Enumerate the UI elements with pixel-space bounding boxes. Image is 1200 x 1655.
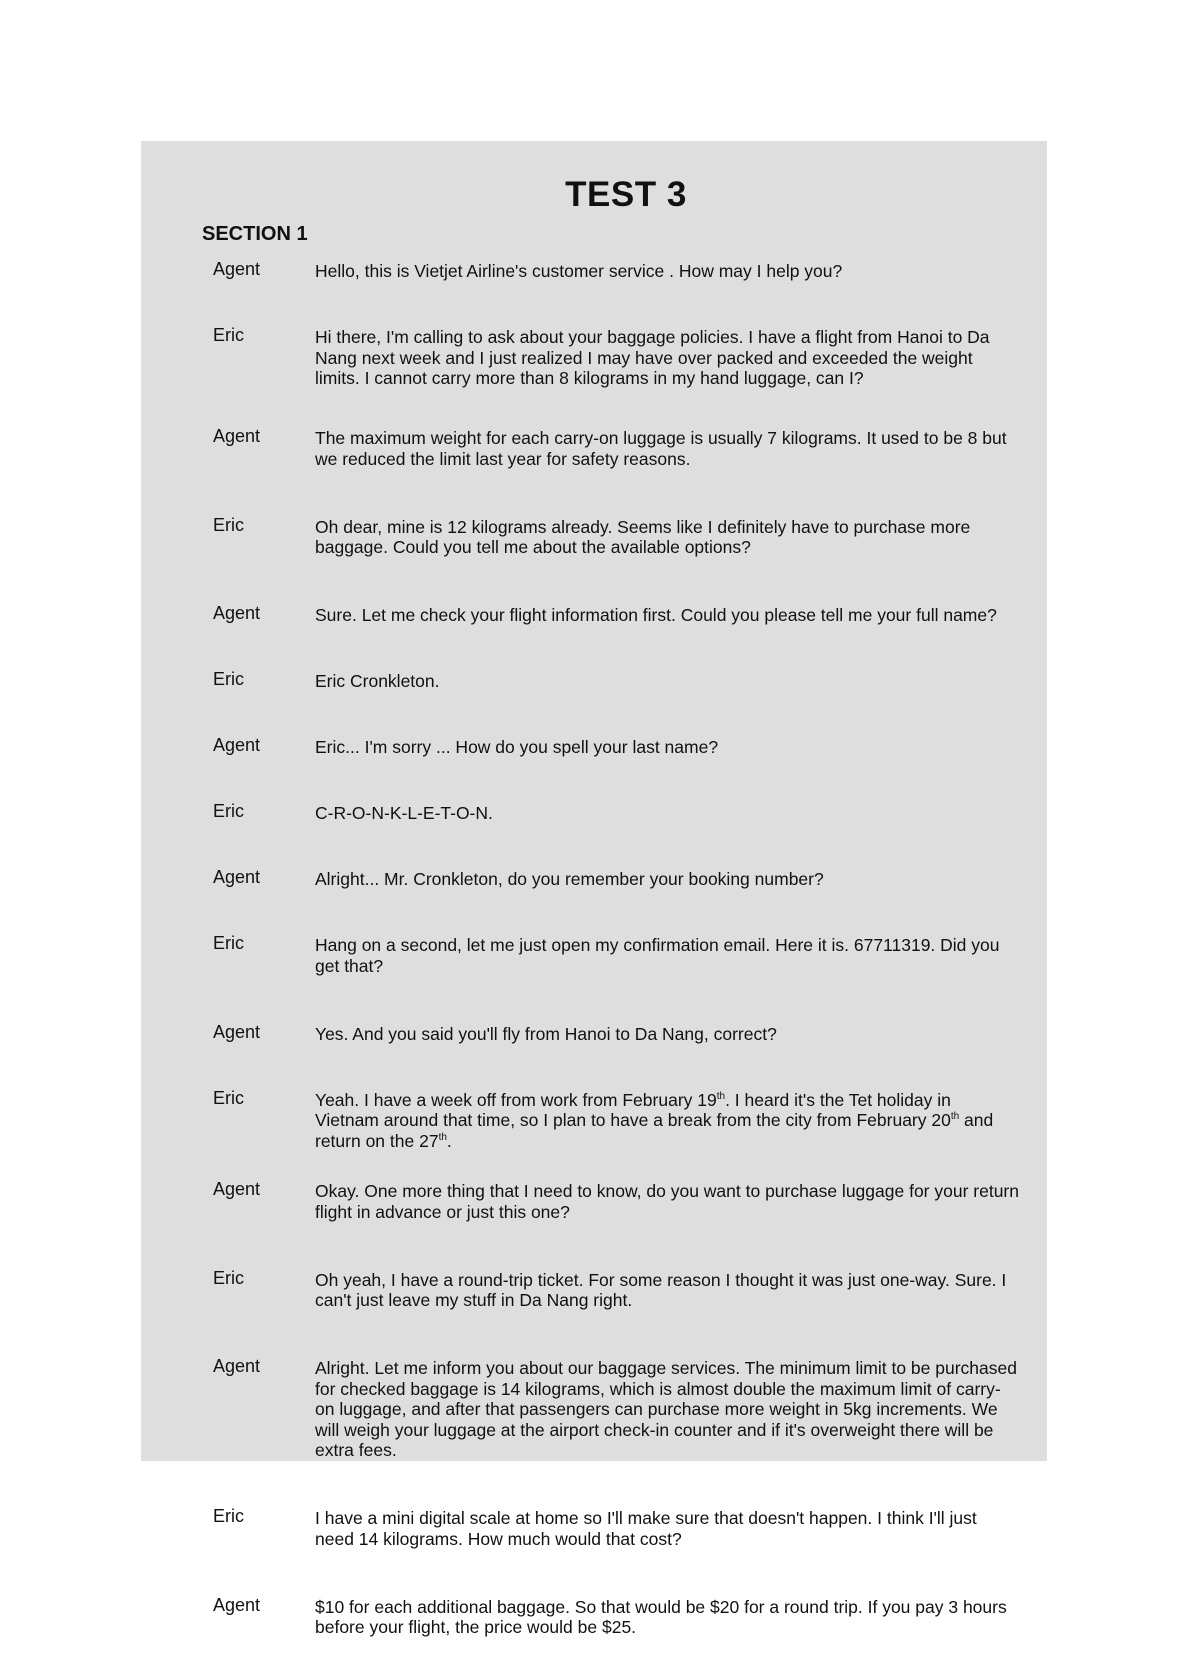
document-page: [141, 141, 1047, 1461]
speaker-label: Agent: [213, 1022, 315, 1042]
dialogue-transcript: [213, 259, 1019, 1655]
dialogue-turn: [213, 1595, 1019, 1655]
speaker-label: Agent: [213, 426, 315, 446]
speaker-label: Eric: [213, 801, 315, 821]
line-text: and return on the 27: [315, 1110, 993, 1151]
dialogue-line: I have a mini digital scale at home so I'll make sure that doesn't happen. I think I'll just need 14 kilograms. How much would that cost?: [315, 1508, 1019, 1549]
dialogue-turn: [213, 426, 1019, 487]
dialogue-line: Hang on a second, let me just open my confirmation email. Here it is. 67711319. Did you get that?: [315, 935, 1019, 976]
dialogue-turn: [213, 867, 1019, 907]
dialogue-turn: [213, 933, 1019, 994]
line-text: Yeah. I have a week off from work from February 19: [315, 1090, 717, 1110]
dialogue-turn: [213, 1356, 1019, 1478]
dialogue-line: [315, 1090, 1019, 1152]
section-heading: SECTION 1: [202, 223, 308, 246]
speaker-label: Eric: [213, 933, 315, 953]
dialogue-turn: [213, 801, 1019, 841]
speaker-label: Eric: [213, 515, 315, 535]
dialogue-turn: [213, 603, 1019, 643]
line-text: .: [447, 1131, 452, 1151]
speaker-label: Eric: [213, 669, 315, 689]
dialogue-turn: [213, 1022, 1019, 1062]
dialogue-line: Oh dear, mine is 12 kilograms already. Seems like I definitely have to purchase more baggage. Could you tell me about the available options?: [315, 517, 1019, 558]
dialogue-turn: [213, 259, 1019, 299]
dialogue-line: $10 for each additional baggage. So that would be $20 for a round trip. If you pay 3 hours before your flight, the price would be $25.: [315, 1597, 1019, 1638]
ordinal-suffix: th: [717, 1091, 725, 1102]
dialogue-turn: [213, 515, 1019, 576]
page-title: TEST 3: [141, 175, 1047, 215]
speaker-label: Agent: [213, 1595, 315, 1615]
dialogue-line: Okay. One more thing that I need to know, do you want to purchase luggage for your return flight in advance or just this one?: [315, 1181, 1019, 1222]
dialogue-line: Alright. Let me inform you about our baggage services. The minimum limit to be purchased for checked baggage is 14 kilograms, which is almost double the maximum limit of carry-on luggage, and after that passengers can purchase more weight in 5kg increments. We will weigh your luggage at the airport check-in counter and if it's overweight there will be extra fees.: [315, 1358, 1019, 1461]
dialogue-line: Sure. Let me check your flight information first. Could you please tell me your full name?: [315, 605, 1019, 626]
speaker-label: Agent: [213, 735, 315, 755]
dialogue-line: The maximum weight for each carry-on luggage is usually 7 kilograms. It used to be 8 but we reduced the limit last year for safety reasons.: [315, 428, 1019, 469]
dialogue-turn: [213, 325, 1019, 406]
dialogue-turn: [213, 669, 1019, 709]
speaker-label: Eric: [213, 1088, 315, 1108]
dialogue-line: Eric Cronkleton.: [315, 671, 1019, 692]
speaker-label: Agent: [213, 1356, 315, 1376]
speaker-label: Agent: [213, 603, 315, 623]
speaker-label: Agent: [213, 259, 315, 279]
ordinal-suffix: th: [951, 1111, 959, 1122]
speaker-label: Eric: [213, 1506, 315, 1526]
dialogue-line: C-R-O-N-K-L-E-T-O-N.: [315, 803, 1019, 824]
dialogue-line: Hi there, I'm calling to ask about your baggage policies. I have a flight from Hanoi to Da Nang next week and I just realized I may have over packed and exceeded the weight limits. I cannot carry more than 8 kilograms in my hand luggage, can I?: [315, 327, 1019, 389]
dialogue-turn: [213, 1268, 1019, 1329]
dialogue-line: Alright... Mr. Cronkleton, do you remember your booking number?: [315, 869, 1019, 890]
speaker-label: Eric: [213, 1268, 315, 1288]
dialogue-line: Yes. And you said you'll fly from Hanoi to Da Nang, correct?: [315, 1024, 1019, 1045]
speaker-label: Agent: [213, 1179, 315, 1199]
dialogue-turn: [213, 1088, 1019, 1152]
dialogue-line: Oh yeah, I have a round-trip ticket. For some reason I thought it was just one-way. Sure. I can't just leave my stuff in Da Nang right.: [315, 1270, 1019, 1311]
dialogue-line: Eric... I'm sorry ... How do you spell your last name?: [315, 737, 1019, 758]
speaker-label: Agent: [213, 867, 315, 887]
line-text: . I heard it's the Tet holiday in Vietnam around that time, so I plan to have a break from the city from February 20: [315, 1090, 951, 1131]
dialogue-turn: [213, 735, 1019, 775]
dialogue-line: Hello, this is Vietjet Airline's customer service . How may I help you?: [315, 261, 1019, 282]
dialogue-turn: [213, 1506, 1019, 1567]
dialogue-turn: [213, 1179, 1019, 1240]
ordinal-suffix: th: [439, 1132, 447, 1143]
speaker-label: Eric: [213, 325, 315, 345]
